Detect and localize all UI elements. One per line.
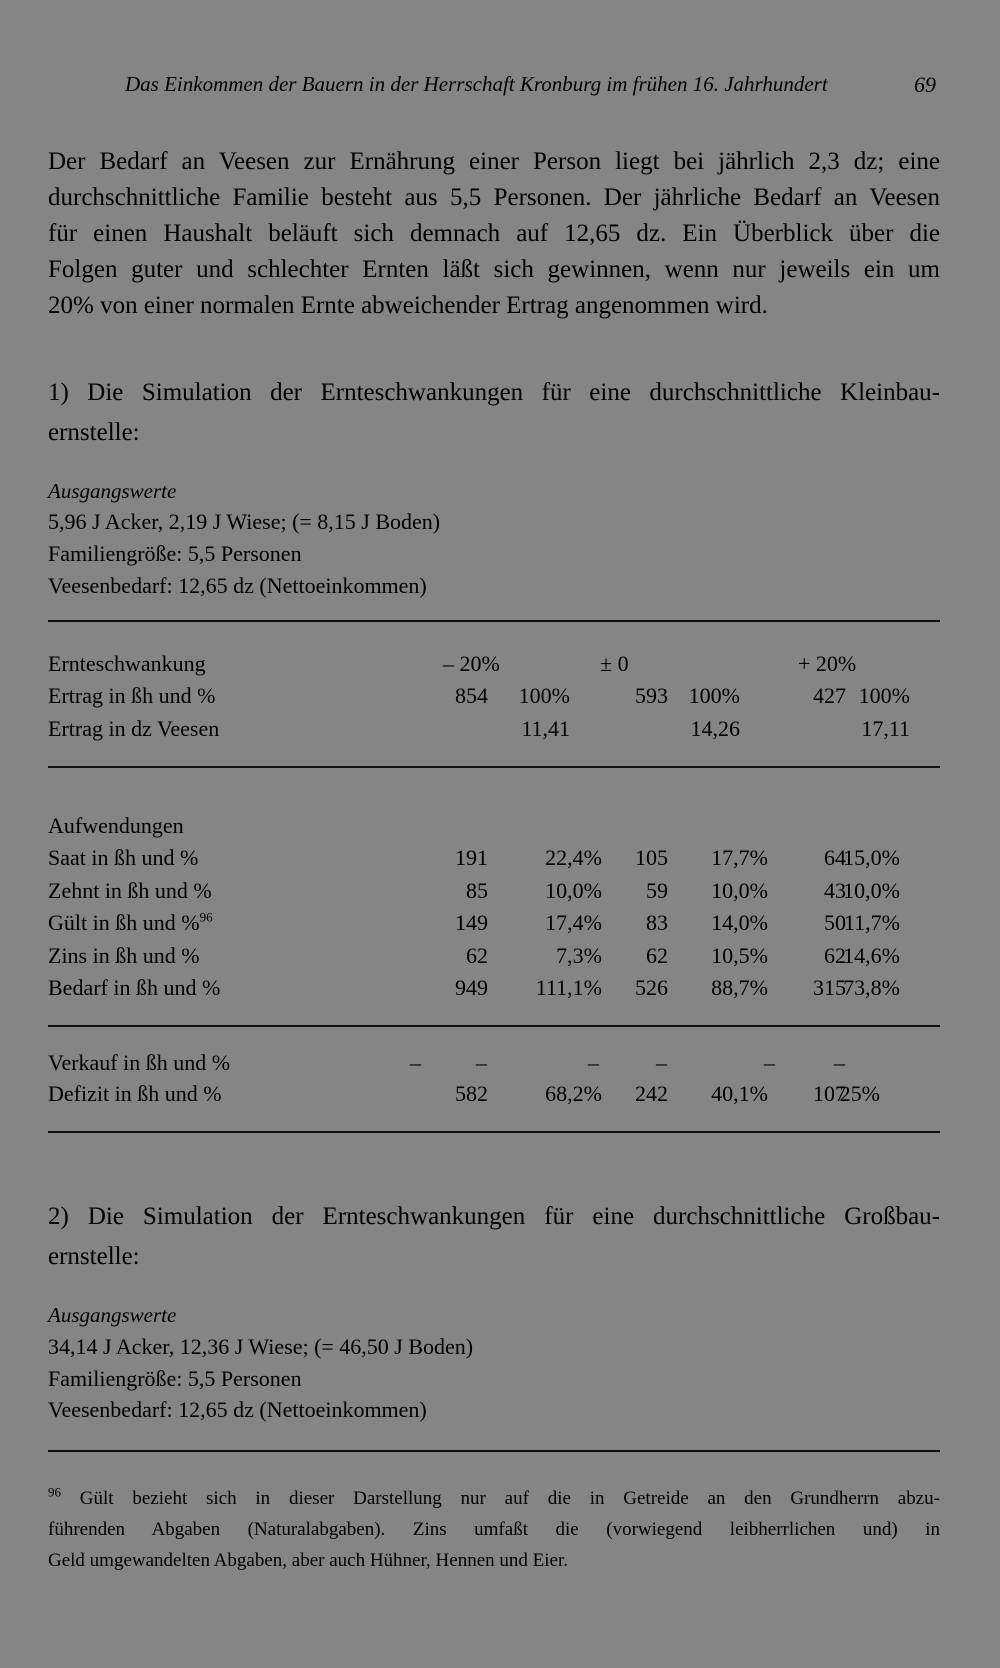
text-line: für einen Haushalt beläuft sich demnach auf 12,65 dz. Ein Überblick über die [48, 220, 940, 247]
row-label: Saat in ßh und % [48, 845, 199, 870]
table-rule [48, 620, 940, 622]
cell: 62 [824, 943, 846, 968]
table-rule [48, 766, 940, 768]
cell: 526 [635, 975, 668, 1000]
cell: – [588, 1050, 599, 1075]
cell: – [656, 1050, 667, 1075]
cell: 149 [455, 910, 488, 935]
table-row [48, 910, 940, 943]
cell: 100% [688, 683, 740, 708]
table-row [48, 716, 940, 749]
running-header-title: Das Einkommen der Bauern in der Herrschaft Kronburg im frühen 16. Jahrhundert [125, 72, 828, 96]
section1-info-need: Veesenbedarf: 12,65 dz (Nettoeinkommen) [48, 573, 427, 598]
cell: 85 [466, 878, 488, 903]
table-rule [48, 1131, 940, 1133]
cell: 582 [455, 1081, 488, 1106]
cell: 10,0% [545, 878, 602, 903]
cell: 14,0% [711, 910, 768, 935]
row-label: Bedarf in ßh und % [48, 975, 221, 1000]
row-label: Verkauf in ßh und % [48, 1050, 231, 1075]
cell: 854 [455, 683, 488, 708]
cell: 315 [813, 975, 846, 1000]
cell: 64 [824, 845, 846, 870]
cell: 40,1% [711, 1081, 768, 1106]
table-rule [48, 1025, 940, 1027]
cell: – [764, 1050, 775, 1075]
footnote-line: Geld umgewandelten Abgaben, aber auch Hühner, Hennen und Eier. [48, 1550, 568, 1571]
table-row [48, 845, 940, 878]
row-label: Ernteschwankung [48, 651, 206, 676]
row-label: Defizit in ßh und % [48, 1081, 222, 1106]
footnote-ref: 96 [199, 909, 213, 925]
text-line: 20% von einer normalen Ernte abweichender Ertrag angenommen wird. [48, 292, 768, 319]
cell: 107 [813, 1081, 846, 1106]
cell: 100% [518, 683, 570, 708]
cell: 14,6% [843, 943, 900, 968]
footnote [48, 1483, 940, 1576]
cell: 17,7% [711, 845, 768, 870]
cell: 14,26 [690, 716, 740, 741]
cell: 88,7% [711, 975, 768, 1000]
footnote-line: führenden Abgaben (Naturalabgaben). Zins umfaßt die (vorwiegend leibherrlichen und) in [48, 1519, 940, 1540]
cell: 949 [455, 975, 488, 1000]
table-row [48, 1081, 940, 1114]
aufwendungen-title: Aufwendungen [48, 813, 184, 838]
cell: – [834, 1050, 845, 1075]
cell: 593 [635, 683, 668, 708]
cell: 73,8% [843, 975, 900, 1000]
section1-heading [48, 373, 940, 453]
cell: 15,0% [843, 845, 900, 870]
table-head-row [48, 651, 940, 684]
section2-heading [48, 1197, 940, 1277]
cell: 25% [839, 1081, 880, 1106]
table-row [48, 683, 940, 716]
text-line: Der Bedarf an Veesen zur Ernährung einer Person liegt bei jährlich 2,3 dz; eine [48, 148, 940, 175]
cell: – [410, 1050, 421, 1075]
cell: 191 [455, 845, 488, 870]
table-row [48, 1050, 940, 1083]
table-row [48, 943, 940, 976]
row-label-text: Gült in ßh und % [48, 910, 200, 935]
cell: 22,4% [545, 845, 602, 870]
heading-line: 1) Die Simulation der Ernteschwankungen für eine durchschnittliche Kleinbau- [48, 379, 940, 406]
cell: 100% [858, 683, 910, 708]
col-head-zero: ± 0 [600, 651, 629, 676]
footnote-rule [48, 1450, 940, 1452]
table-row [48, 878, 940, 911]
col-head-minus: – 20% [443, 651, 500, 676]
cell: 427 [813, 683, 846, 708]
footnote-number: 96 [48, 1484, 61, 1500]
footnote-line [48, 1483, 940, 1514]
cell: 17,11 [861, 716, 910, 741]
row-label: Ertrag in dz Veesen [48, 716, 220, 741]
cell: 242 [635, 1081, 668, 1106]
table-row [48, 975, 940, 1008]
cell: 50 [824, 910, 846, 935]
cell: 59 [646, 878, 668, 903]
cell: 11,41 [521, 716, 570, 741]
text-line: Folgen guter und schlechter Ernten läßt sich gewinnen, wenn nur jeweils ein um [48, 256, 940, 283]
row-label: Ertrag in ßh und % [48, 683, 216, 708]
cell: 10,0% [711, 878, 768, 903]
text-line: durchschnittliche Familie besteht aus 5,5 Personen. Der jährliche Bedarf an Veesen [48, 184, 940, 211]
section1-info-land: 5,96 J Acker, 2,19 J Wiese; (= 8,15 J Boden) [48, 509, 441, 534]
cell: 62 [466, 943, 488, 968]
page-number: 69 [914, 72, 936, 97]
cell: – [476, 1050, 487, 1075]
row-label [48, 910, 213, 936]
cell: 105 [635, 845, 668, 870]
row-label: Zins in ßh und % [48, 943, 200, 968]
footnote-text: Gült bezieht sich in dieser Darstellung nur auf die in Getreide an den Grundherrn abzu- [79, 1488, 941, 1509]
col-head-plus: + 20% [798, 651, 857, 676]
cell: 10,5% [711, 943, 768, 968]
cell: 43 [824, 878, 846, 903]
heading-line: ernstelle: [48, 1243, 140, 1270]
section2-label: Ausgangswerte [48, 1303, 177, 1327]
section1-label: Ausgangswerte [48, 479, 177, 503]
cell: 17,4% [545, 910, 602, 935]
cell: 83 [646, 910, 668, 935]
cell: 11,7% [843, 910, 900, 935]
intro-paragraph [48, 144, 940, 324]
cell: 7,3% [556, 943, 602, 968]
cell: 111,1% [535, 975, 602, 1000]
cell: 62 [646, 943, 668, 968]
section2-info-need: Veesenbedarf: 12,65 dz (Nettoeinkommen) [48, 1397, 427, 1422]
heading-line: ernstelle: [48, 419, 140, 446]
cell: 10,0% [843, 878, 900, 903]
section2-info-land: 34,14 J Acker, 12,36 J Wiese; (= 46,50 J Boden) [48, 1334, 474, 1359]
cell: 68,2% [545, 1081, 602, 1106]
table-section-title [48, 813, 940, 846]
section2-info-family: Familiengröße: 5,5 Personen [48, 1366, 302, 1391]
row-label: Zehnt in ßh und % [48, 878, 212, 903]
section1-info-family: Familiengröße: 5,5 Personen [48, 541, 302, 566]
heading-line: 2) Die Simulation der Ernteschwankungen für eine durchschnittliche Großbau- [48, 1203, 940, 1230]
